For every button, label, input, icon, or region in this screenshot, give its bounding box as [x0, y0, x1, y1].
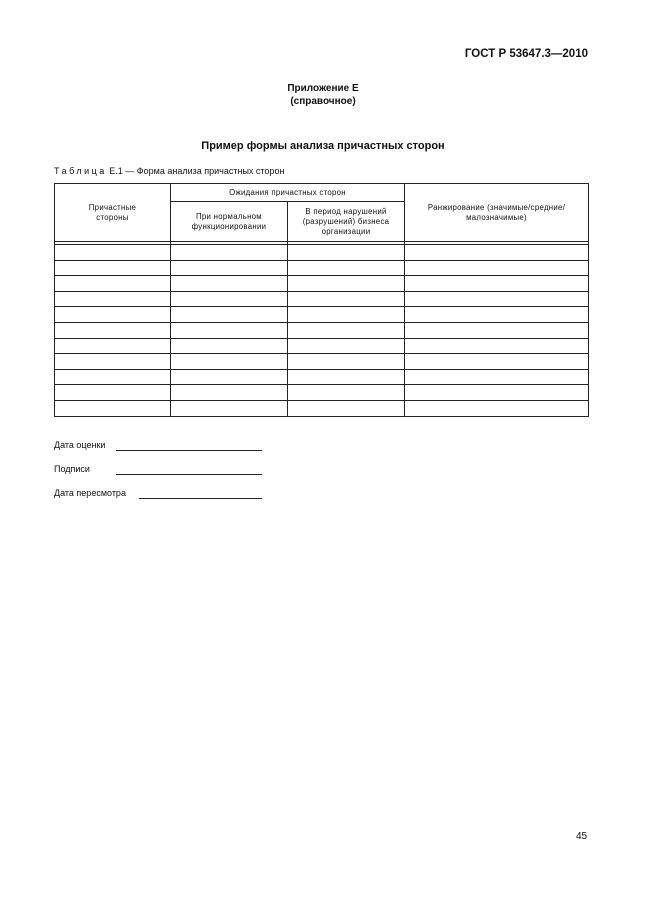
table-row: [55, 400, 589, 416]
table-cell[interactable]: [405, 354, 589, 370]
table-cell[interactable]: [405, 322, 589, 338]
header-normal-operation: При нормальном функционировании: [171, 202, 288, 242]
table-cell[interactable]: [405, 245, 589, 261]
section-title: Пример формы анализа причастных сторон: [201, 140, 445, 152]
table-body: [55, 242, 589, 417]
table-cell[interactable]: [405, 260, 589, 276]
table-row: [55, 338, 589, 354]
header-ranking: Ранжирование (значимые/средние/малозначимые): [405, 184, 589, 242]
table-cell[interactable]: [55, 369, 171, 385]
table-cell[interactable]: [405, 276, 589, 292]
table-cell[interactable]: [55, 385, 171, 401]
table-cell[interactable]: [171, 385, 288, 401]
table-row: [55, 276, 589, 292]
table-cell[interactable]: [171, 354, 288, 370]
table-cell[interactable]: [55, 276, 171, 292]
table-cell[interactable]: [288, 307, 405, 323]
table-cell[interactable]: [171, 276, 288, 292]
table-caption: [54, 166, 284, 176]
table-cell[interactable]: [288, 385, 405, 401]
table-cell[interactable]: [55, 354, 171, 370]
table-cell[interactable]: [405, 369, 589, 385]
table-cell[interactable]: [171, 260, 288, 276]
table-cell[interactable]: [171, 338, 288, 354]
table-cell[interactable]: [55, 322, 171, 338]
header-expectations: Ожидания причастных сторон: [171, 184, 405, 202]
table-cell[interactable]: [288, 291, 405, 307]
signatures-line: [54, 464, 90, 474]
table-cell[interactable]: [171, 291, 288, 307]
assessment-date-line: [54, 440, 105, 450]
table-cell[interactable]: [171, 245, 288, 261]
header-disruption-period: В период нарушений (разрушений) бизнеса организации: [288, 202, 405, 242]
signatures-field[interactable]: [116, 464, 262, 475]
review-date-line: [54, 488, 126, 498]
table-cell[interactable]: [171, 369, 288, 385]
table-cell[interactable]: [405, 291, 589, 307]
table-cell[interactable]: [55, 338, 171, 354]
table-row: [55, 322, 589, 338]
table-cell[interactable]: [288, 338, 405, 354]
table-row: [55, 385, 589, 401]
table-cell[interactable]: [288, 369, 405, 385]
table-row: [55, 369, 589, 385]
stakeholder-analysis-table: [54, 183, 589, 417]
appendix-title: Приложение Е: [287, 83, 359, 94]
table-cell[interactable]: [55, 307, 171, 323]
table-cell[interactable]: [288, 322, 405, 338]
table-row: [55, 291, 589, 307]
table-cell[interactable]: [405, 385, 589, 401]
table-cell[interactable]: [288, 245, 405, 261]
table-cell[interactable]: [55, 291, 171, 307]
header-stakeholders: Причастные стороны: [55, 184, 171, 242]
review-date-label: Дата пересмотра: [54, 488, 126, 498]
table-caption-prefix: Таблица: [54, 166, 107, 176]
table-row: [55, 260, 589, 276]
standard-code: ГОСТ Р 53647.3—2010: [464, 48, 588, 60]
table-cell[interactable]: [55, 400, 171, 416]
table-caption-rest: Е.1 — Форма анализа причастных сторон: [106, 166, 285, 176]
table-cell[interactable]: [288, 260, 405, 276]
page-number: 45: [576, 831, 588, 842]
table-cell[interactable]: [405, 338, 589, 354]
table-row: [55, 307, 589, 323]
table-cell[interactable]: [171, 307, 288, 323]
table-cell[interactable]: [288, 400, 405, 416]
assessment-date-label: Дата оценки: [54, 440, 106, 450]
signatures-label: Подписи: [54, 464, 90, 474]
table-cell[interactable]: [288, 276, 405, 292]
review-date-field[interactable]: [139, 488, 262, 499]
table-cell[interactable]: [405, 307, 589, 323]
table-cell[interactable]: [288, 354, 405, 370]
assessment-date-field[interactable]: [116, 440, 262, 451]
table-cell[interactable]: [405, 400, 589, 416]
appendix-heading: [0, 82, 646, 108]
table-cell[interactable]: [55, 260, 171, 276]
table-row: [55, 245, 589, 261]
table-cell[interactable]: [171, 400, 288, 416]
table-cell[interactable]: [55, 245, 171, 261]
appendix-subtitle: (справочное): [290, 96, 356, 107]
table-cell[interactable]: [171, 322, 288, 338]
table-row: [55, 354, 589, 370]
